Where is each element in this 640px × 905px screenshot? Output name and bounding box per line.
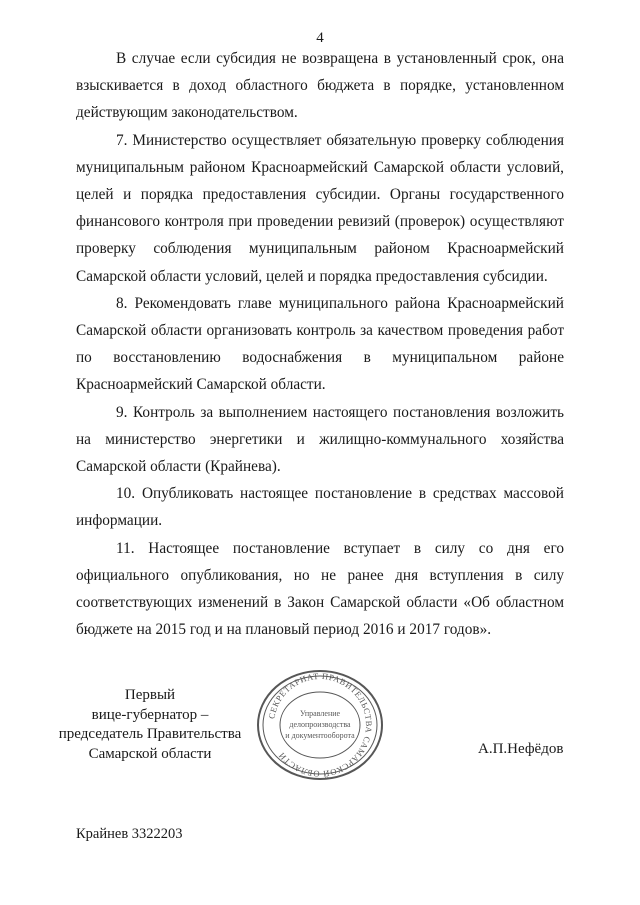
official-seal: [250, 669, 390, 781]
executor-reference: Крайнев 3322203: [76, 826, 183, 842]
paragraph-7: 7. Министерство осуществляет обязательную проверку соблюдения муниципальным районом Красноармейский Самарской области условий, целей и порядка предоставления субсидии. Органы государственного финансового контроля при проведении ревизий (проверок) осуществляют проверку соблюдения муниципальным районом Красноармейский Самарской области условий, целей и порядка предоставления субсидии.: [76, 131, 564, 285]
paragraph-9: 9. Контроль за выполнением настоящего постановления возложить на министерство энергетики и жилищно-коммунального хозяйства Самарской области (Крайнева).: [76, 403, 564, 476]
seal-ring-text: СЕКРЕТАРИАТ ПРАВИТЕЛЬСТВА САМАРСКОЙ ОБЛАСТИ: [266, 670, 375, 780]
paragraph-10: 10. Опубликовать настоящее постановление в средствах массовой информации.: [76, 485, 564, 530]
signer-title: [30, 686, 250, 764]
page-number: 4: [316, 30, 324, 46]
seal-inner-line: Управление: [299, 709, 341, 718]
signature-block: [0, 670, 640, 806]
seal-inner-line: делопроизводства: [289, 720, 351, 729]
signer-title-line: вице-губернатор –: [91, 706, 209, 723]
paragraph-11: 11. Настоящее постановление вступает в силу со дня его официального опубликования, но не ранее дня вступления в силу соответствующих изменений в Закон Самарской области «Об областном бюджете на 2015 год и на плановый период 2016 и 2017 годов».: [76, 539, 564, 639]
signer-title-line: Первый: [124, 687, 176, 703]
seal-inner-line: и документооборота: [285, 731, 355, 740]
paragraph-subsidy-return: В случае если субсидия не возвращена в установленный срок, она взыскивается в доход областного бюджета в порядке, установленном действующим законодательством.: [76, 50, 564, 122]
document-body: [76, 45, 564, 643]
signer-title-line: Самарской области: [88, 745, 212, 762]
signer-title-line: председатель Правительства: [58, 726, 242, 742]
signer-name: А.П.Нефёдов: [478, 741, 564, 757]
paragraph-8: 8. Рекомендовать главе муниципального района Красноармейский Самарской области организовать контроль за качеством проведения работ по восстановлению водоснабжения в муниципальном районе Красноармейский Самарской области.: [76, 294, 564, 394]
